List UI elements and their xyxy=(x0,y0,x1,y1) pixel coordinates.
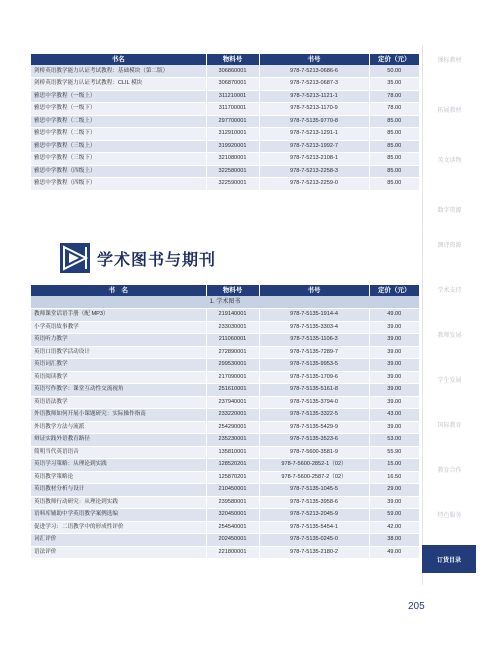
cell-material-no: 297700001 xyxy=(206,115,259,128)
cell-isbn: 978-7-5213-1291-1 xyxy=(259,128,369,141)
cell-book-name: 教师课堂话语手册（配 MP3） xyxy=(31,309,206,322)
cell-material-no: 251610001 xyxy=(206,384,259,397)
side-nav-item-label: 数字资源 xyxy=(437,206,462,214)
side-nav-item[interactable] xyxy=(422,545,476,573)
table-row xyxy=(31,434,419,447)
table-header-row xyxy=(31,54,419,65)
table-row xyxy=(31,90,419,103)
cell-isbn: 978-7-5135-0245-0 xyxy=(259,534,369,547)
cell-isbn: 978-7-5213-1992-7 xyxy=(259,140,369,153)
header-price: 定价（元） xyxy=(369,285,419,296)
cell-material-no: 311210001 xyxy=(206,90,259,103)
cell-price: 38.00 xyxy=(369,534,419,547)
cell-price: 50.00 xyxy=(369,65,419,78)
side-nav-item-label: 教师发展 xyxy=(437,331,462,339)
cell-book-name: 英语听力教学 xyxy=(31,334,206,347)
cell-book-name: 英语阅读教学 xyxy=(31,371,206,384)
cell-book-name: 雅思中学教程（四级下） xyxy=(31,178,206,191)
table-row xyxy=(31,534,419,547)
cell-material-no: 237940001 xyxy=(206,396,259,409)
cell-book-name: 英语教师行动研究：从理论到实践 xyxy=(31,496,206,509)
cell-book-name: 雅思中学教程（二级下） xyxy=(31,128,206,141)
cell-book-name: 简明当代英语语音 xyxy=(31,446,206,459)
cell-material-no: 306870001 xyxy=(206,78,259,91)
table-row xyxy=(31,309,419,322)
cell-material-no: 311700001 xyxy=(206,103,259,116)
cell-isbn: 978-7-5213-2108-1 xyxy=(259,153,369,166)
cell-book-name: 雅思中学教程（一级上） xyxy=(31,90,206,103)
cell-book-name: 促进学习：二语教学中的形成性评价 xyxy=(31,521,206,534)
table-row xyxy=(31,346,419,359)
header-material-no: 物料号 xyxy=(206,54,259,65)
cell-price: 85.00 xyxy=(369,115,419,128)
header-isbn: 书号 xyxy=(259,54,369,65)
subheader-academic-books: 1. 学术图书 xyxy=(31,296,419,309)
cell-price: 49.00 xyxy=(369,309,419,322)
table-row xyxy=(31,334,419,347)
side-nav-item-label: 英文读物 xyxy=(437,156,462,164)
cell-book-name: 雅思中学教程（三级上） xyxy=(31,140,206,153)
cell-book-name: 辩证实践外语教育路径 xyxy=(31,434,206,447)
cell-price: 78.00 xyxy=(369,103,419,116)
cell-isbn: 978-7-5213-2259-0 xyxy=(259,178,369,191)
table-row xyxy=(31,371,419,384)
table-row xyxy=(31,115,419,128)
cell-isbn: 978-7-5135-9953-5 xyxy=(259,359,369,372)
cell-isbn: 978-7-5600-2587-2（02） xyxy=(259,471,369,484)
table-row xyxy=(31,421,419,434)
cell-material-no: 235230001 xyxy=(206,434,259,447)
table-row xyxy=(31,396,419,409)
cell-isbn: 978-7-5135-1106-3 xyxy=(259,334,369,347)
cell-material-no: 322580001 xyxy=(206,165,259,178)
cell-material-no: 221800001 xyxy=(206,546,259,559)
table-row xyxy=(31,521,419,534)
cell-material-no: 254290001 xyxy=(206,421,259,434)
table-row xyxy=(31,471,419,484)
cell-price: 39.00 xyxy=(369,396,419,409)
cell-material-no: 272890001 xyxy=(206,346,259,359)
cell-material-no: 321080001 xyxy=(206,153,259,166)
cell-book-name: 小学英语故事教学 xyxy=(31,321,206,334)
header-isbn: 书号 xyxy=(259,285,369,296)
cell-price: 39.00 xyxy=(369,346,419,359)
cell-material-no: 233220001 xyxy=(206,409,259,422)
table-row xyxy=(31,446,419,459)
cell-material-no: 128520201 xyxy=(206,459,259,472)
cell-isbn: 978-7-5135-9770-8 xyxy=(259,115,369,128)
cell-price: 59.00 xyxy=(369,509,419,522)
cell-price: 29.00 xyxy=(369,484,419,497)
cell-price: 39.00 xyxy=(369,334,419,347)
cell-isbn: 978-7-5135-3958-6 xyxy=(259,496,369,509)
cell-book-name: 剑桥英语教学能力认证考试教程：CLIL 模块 xyxy=(31,78,206,91)
cell-isbn: 978-7-5135-7289-7 xyxy=(259,346,369,359)
cell-price: 35.00 xyxy=(369,78,419,91)
cell-price: 39.00 xyxy=(369,421,419,434)
table-row xyxy=(31,384,419,397)
cell-isbn: 978-7-5135-3322-5 xyxy=(259,409,369,422)
table-header-row xyxy=(31,285,419,296)
cell-price: 85.00 xyxy=(369,165,419,178)
side-nav-item-label: 学生发展 xyxy=(437,376,462,384)
side-nav-item[interactable] xyxy=(422,230,476,258)
side-nav-item-label: 国际教育 xyxy=(437,421,462,429)
cell-material-no: 217090001 xyxy=(206,371,259,384)
side-nav-item[interactable] xyxy=(422,320,476,348)
side-nav-item[interactable] xyxy=(422,500,476,528)
cell-price: 15.00 xyxy=(369,459,419,472)
side-nav-item-label: 特色服务 xyxy=(437,511,462,519)
side-nav-item[interactable] xyxy=(422,410,476,438)
cell-book-name: 语法评价 xyxy=(31,546,206,559)
table-row xyxy=(31,484,419,497)
cell-price: 85.00 xyxy=(369,140,419,153)
cell-price: 53.00 xyxy=(369,434,419,447)
side-nav-item-label: 课标教材 xyxy=(437,56,462,64)
cell-book-name: 词汇评价 xyxy=(31,534,206,547)
cell-isbn: 978-7-5213-1121-1 xyxy=(259,90,369,103)
side-nav-item[interactable] xyxy=(422,275,476,303)
header-price: 定价（元） xyxy=(369,54,419,65)
table-row xyxy=(31,459,419,472)
cell-book-name: 雅思中学教程（二级上） xyxy=(31,115,206,128)
cell-book-name: 英语词汇教学 xyxy=(31,359,206,372)
cell-isbn: 978-7-5213-0686-6 xyxy=(259,65,369,78)
section-logo-icon xyxy=(60,243,90,273)
cell-book-name: 外语教师如何开展小课题研究：实际操作指南 xyxy=(31,409,206,422)
cell-book-name: 英语学习策略：从理论到实践 xyxy=(31,459,206,472)
table-subheader-row xyxy=(31,296,419,309)
cell-material-no: 135810001 xyxy=(206,446,259,459)
cell-price: 55.90 xyxy=(369,446,419,459)
cell-price: 85.00 xyxy=(369,153,419,166)
cell-isbn: 978-7-5135-5454-1 xyxy=(259,521,369,534)
section-title: 学术图书与期刊 xyxy=(97,250,217,269)
cell-isbn: 978-7-5135-5161-8 xyxy=(259,384,369,397)
side-nav-item[interactable] xyxy=(422,455,476,483)
cell-material-no: 211060001 xyxy=(206,334,259,347)
cell-material-no: 312910001 xyxy=(206,128,259,141)
cell-material-no: 202450001 xyxy=(206,534,259,547)
side-nav-item[interactable] xyxy=(422,195,476,223)
cell-book-name: 雅思中学教程（三级下） xyxy=(31,153,206,166)
side-nav-item[interactable] xyxy=(422,95,476,123)
table-row xyxy=(31,359,419,372)
cell-price: 42.00 xyxy=(369,521,419,534)
cell-book-name: 雅思中学教程（四级上） xyxy=(31,165,206,178)
cell-material-no: 322590001 xyxy=(206,178,259,191)
cell-price: 78.00 xyxy=(369,90,419,103)
side-nav-item-label: 拓展教材 xyxy=(437,106,462,114)
cell-isbn: 978-7-5213-1170-9 xyxy=(259,103,369,116)
table-row xyxy=(31,321,419,334)
side-nav-item[interactable] xyxy=(422,45,476,73)
table-row xyxy=(31,128,419,141)
cell-book-name: 雅思中学教程（一级下） xyxy=(31,103,206,116)
cell-isbn: 978-7-5135-3794-0 xyxy=(259,396,369,409)
table-row xyxy=(31,140,419,153)
cell-isbn: 978-7-5135-1914-4 xyxy=(259,309,369,322)
price-table-academic xyxy=(31,285,419,559)
cell-book-name: 英语口语教学活动设计 xyxy=(31,346,206,359)
table-row xyxy=(31,546,419,559)
cell-price: 39.00 xyxy=(369,384,419,397)
cell-price: 39.00 xyxy=(369,359,419,372)
cell-isbn: 978-7-5135-5429-9 xyxy=(259,421,369,434)
header-book-name: 书 名 xyxy=(31,285,206,296)
header-material-no: 物料号 xyxy=(206,285,259,296)
cell-isbn: 978-7-5600-2852-1（02） xyxy=(259,459,369,472)
cell-book-name: 外语教学方法与流派 xyxy=(31,421,206,434)
cell-book-name: 英语语法教学 xyxy=(31,396,206,409)
table-row xyxy=(31,78,419,91)
side-nav-item-label: 测评资源 xyxy=(437,241,462,249)
cell-price: 16.50 xyxy=(369,471,419,484)
cell-isbn: 978-7-5213-0687-3 xyxy=(259,78,369,91)
cell-isbn: 978-7-5135-2180-2 xyxy=(259,546,369,559)
cell-isbn: 978-7-5135-3303-4 xyxy=(259,321,369,334)
cell-price: 39.00 xyxy=(369,321,419,334)
cell-price: 85.00 xyxy=(369,128,419,141)
side-nav-item-label: 教育合作 xyxy=(437,466,462,474)
cell-price: 39.00 xyxy=(369,371,419,384)
cell-material-no: 233030001 xyxy=(206,321,259,334)
cell-isbn: 978-7-5213-2258-3 xyxy=(259,165,369,178)
cell-material-no: 239580001 xyxy=(206,496,259,509)
cell-isbn: 978-7-5213-2045-9 xyxy=(259,509,369,522)
cell-material-no: 320450001 xyxy=(206,509,259,522)
table-row xyxy=(31,496,419,509)
table-row xyxy=(31,409,419,422)
cell-price: 49.00 xyxy=(369,546,419,559)
table-row xyxy=(31,165,419,178)
cell-price: 85.00 xyxy=(369,178,419,191)
cell-material-no: 319920001 xyxy=(206,140,259,153)
table-row xyxy=(31,103,419,116)
page-number: 205 xyxy=(408,601,425,612)
cell-book-name: 剑桥英语教学能力认证考试教程：基础模块（第二版） xyxy=(31,65,206,78)
cell-book-name: 英语教学策略论 xyxy=(31,471,206,484)
cell-material-no: 210450001 xyxy=(206,484,259,497)
cell-material-no: 125870201 xyxy=(206,471,259,484)
cell-book-name: 语料库辅助中学英语教学案例选编 xyxy=(31,509,206,522)
cell-material-no: 306860001 xyxy=(206,65,259,78)
cell-book-name: 英语教材分析与设计 xyxy=(31,484,206,497)
price-table-ielts xyxy=(31,54,419,191)
side-nav-item[interactable] xyxy=(422,145,476,173)
table-row xyxy=(31,153,419,166)
cell-price: 39.00 xyxy=(369,496,419,509)
cell-material-no: 254540001 xyxy=(206,521,259,534)
table-row xyxy=(31,178,419,191)
table-row xyxy=(31,509,419,522)
cell-isbn: 978-7-5135-3523-6 xyxy=(259,434,369,447)
cell-isbn: 978-7-5135-1045-5 xyxy=(259,484,369,497)
header-book-name: 书名 xyxy=(31,54,206,65)
side-nav-item[interactable] xyxy=(422,365,476,393)
cell-price: 43.00 xyxy=(369,409,419,422)
cell-material-no: 299530001 xyxy=(206,359,259,372)
cell-isbn: 978-7-5135-1709-6 xyxy=(259,371,369,384)
table-row xyxy=(31,65,419,78)
side-nav-item-label: 学术支持 xyxy=(437,286,462,294)
cell-isbn: 978-7-5600-3581-9 xyxy=(259,446,369,459)
cell-book-name: 英语写作教学：课堂互动性交流视角 xyxy=(31,384,206,397)
side-nav-item-label: 订货目录 xyxy=(436,556,461,564)
cell-material-no: 219140001 xyxy=(206,309,259,322)
